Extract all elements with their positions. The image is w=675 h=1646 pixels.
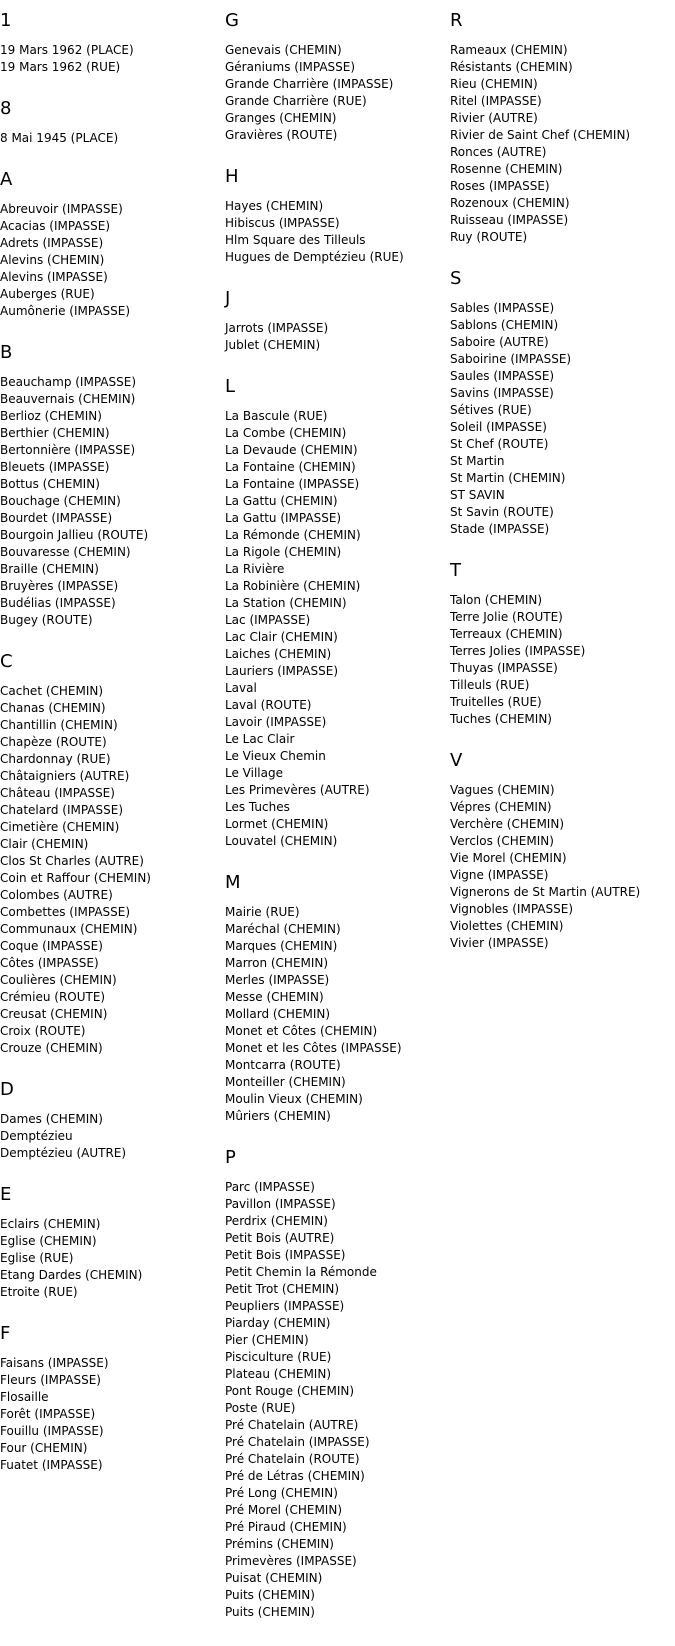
- letter-section: [0, 342, 215, 629]
- section-letter-heading: S: [450, 268, 462, 289]
- street-item: Talon (CHEMIN): [450, 593, 543, 607]
- street-item: Cimetière (CHEMIN): [0, 820, 120, 834]
- section-letter-heading: C: [0, 651, 13, 672]
- street-item: Colombes (AUTRE): [0, 888, 113, 902]
- street-item: Pavillon (IMPASSE): [225, 1197, 336, 1211]
- street-item: Hayes (CHEMIN): [225, 199, 324, 213]
- street-item: Sables (IMPASSE): [450, 301, 555, 315]
- column-3: [450, 10, 675, 974]
- street-item: La Robinière (CHEMIN): [225, 579, 361, 593]
- section-letter-heading: V: [450, 750, 463, 771]
- street-item: Adrets (IMPASSE): [0, 236, 104, 250]
- street-item: Rozenoux (CHEMIN): [450, 196, 570, 210]
- street-item: Truitelles (RUE): [450, 695, 542, 709]
- street-item: Hlm Square des Tilleuls: [225, 233, 366, 247]
- street-item: Le Lac Clair: [225, 732, 295, 746]
- section-letter-heading: M: [225, 872, 241, 893]
- street-item: 19 Mars 1962 (PLACE): [0, 43, 134, 57]
- street-item: Thuyas (IMPASSE): [450, 661, 558, 675]
- street-item: 19 Mars 1962 (RUE): [0, 60, 121, 74]
- street-item: Croix (ROUTE): [0, 1024, 86, 1038]
- street-list: [0, 1111, 215, 1162]
- street-item: Fouillu (IMPASSE): [0, 1424, 104, 1438]
- street-item: Aumônerie (IMPASSE): [0, 304, 131, 318]
- street-item: Crouze (CHEMIN): [0, 1041, 103, 1055]
- street-item: Vivier (IMPASSE): [450, 936, 549, 950]
- street-item: Etang Dardes (CHEMIN): [0, 1268, 143, 1282]
- street-item: Tuches (CHEMIN): [450, 712, 552, 726]
- section-letter-heading: B: [0, 342, 13, 363]
- section-letter-heading: J: [225, 288, 231, 309]
- section-letter-heading: A: [0, 169, 13, 190]
- street-item: Petit Bois (IMPASSE): [225, 1248, 346, 1262]
- street-list: [450, 42, 675, 246]
- letter-section: [450, 750, 675, 952]
- street-item: Pier (CHEMIN): [225, 1333, 309, 1347]
- street-item: Les Primevères (AUTRE): [225, 783, 370, 797]
- street-item: Parc (IMPASSE): [225, 1180, 315, 1194]
- letter-section: [0, 98, 215, 147]
- street-item: Monteiller (CHEMIN): [225, 1075, 346, 1089]
- street-item: La Bascule (RUE): [225, 409, 328, 423]
- street-item: Saules (IMPASSE): [450, 369, 555, 383]
- section-letter-heading: E: [0, 1184, 12, 1205]
- street-item: Petit Trot (CHEMIN): [225, 1282, 340, 1296]
- street-item: Le Vieux Chemin: [225, 749, 326, 763]
- street-item: Beauchamp (IMPASSE): [0, 375, 137, 389]
- street-item: Maréchal (CHEMIN): [225, 922, 341, 936]
- letter-section: [450, 560, 675, 728]
- street-item: Résistants (CHEMIN): [450, 60, 573, 74]
- street-item: Le Village: [225, 766, 283, 780]
- street-item: Petit Chemin la Rémonde: [225, 1265, 377, 1279]
- street-item: Chantillin (CHEMIN): [0, 718, 118, 732]
- street-item: Rosenne (CHEMIN): [450, 162, 563, 176]
- street-item: Dames (CHEMIN): [0, 1112, 103, 1126]
- street-item: Monet et les Côtes (IMPASSE): [225, 1041, 402, 1055]
- street-item: Stade (IMPASSE): [450, 522, 550, 536]
- street-item: Rivier (AUTRE): [450, 111, 538, 125]
- street-list: [225, 320, 445, 354]
- street-item: Terreaux (CHEMIN): [450, 627, 563, 641]
- street-item: Verchère (CHEMIN): [450, 817, 564, 831]
- street-item: Pré Chatelain (ROUTE): [225, 1452, 360, 1466]
- street-item: Soleil (IMPASSE): [450, 420, 547, 434]
- street-item: Eclairs (CHEMIN): [0, 1217, 101, 1231]
- street-item: Bourdet (IMPASSE): [0, 511, 113, 525]
- street-item: Bouvaresse (CHEMIN): [0, 545, 131, 559]
- street-list: [450, 300, 675, 538]
- street-item: Châtaigniers (AUTRE): [0, 769, 130, 783]
- street-item: Chapèze (ROUTE): [0, 735, 107, 749]
- street-item: Montcarra (ROUTE): [225, 1058, 341, 1072]
- street-item: Jarrots (IMPASSE): [225, 321, 329, 335]
- letter-section: [0, 1184, 215, 1301]
- street-item: Vie Morel (CHEMIN): [450, 851, 567, 865]
- letter-section: [225, 10, 445, 144]
- street-item: Lauriers (IMPASSE): [225, 664, 339, 678]
- street-item: 8 Mai 1945 (PLACE): [0, 131, 119, 145]
- street-item: Genevais (CHEMIN): [225, 43, 342, 57]
- street-item: Saboirine (IMPASSE): [450, 352, 572, 366]
- letter-section: [225, 1147, 445, 1621]
- street-item: Bruyères (IMPASSE): [0, 579, 119, 593]
- street-item: Chatelard (IMPASSE): [0, 803, 124, 817]
- letter-section: [225, 872, 445, 1125]
- street-item: Roses (IMPASSE): [450, 179, 550, 193]
- street-list: [450, 782, 675, 952]
- street-item: Abreuvoir (IMPASSE): [0, 202, 123, 216]
- street-item: La Fontaine (IMPASSE): [225, 477, 360, 491]
- street-item: Etroite (RUE): [0, 1285, 78, 1299]
- street-item: Communaux (CHEMIN): [0, 922, 138, 936]
- street-item: Lavoir (IMPASSE): [225, 715, 327, 729]
- street-item: Laiches (CHEMIN): [225, 647, 332, 661]
- street-item: Tilleuls (RUE): [450, 678, 530, 692]
- street-item: Mairie (RUE): [225, 905, 300, 919]
- letter-section: [0, 1079, 215, 1162]
- street-item: Berthier (CHEMIN): [0, 426, 110, 440]
- column-2: [225, 10, 445, 1643]
- street-item: Plateau (CHEMIN): [225, 1367, 332, 1381]
- street-item: Creusat (CHEMIN): [0, 1007, 108, 1021]
- street-item: Grande Charrière (RUE): [225, 94, 367, 108]
- street-item: Terres Jolies (IMPASSE): [450, 644, 586, 658]
- street-item: Four (CHEMIN): [0, 1441, 88, 1455]
- street-item: Laval: [225, 681, 257, 695]
- street-item: Les Tuches: [225, 800, 290, 814]
- street-list: [225, 42, 445, 144]
- street-item: Demptézieu (AUTRE): [0, 1146, 127, 1160]
- street-list: [225, 1179, 445, 1621]
- street-item: Savins (IMPASSE): [450, 386, 554, 400]
- street-item: Lac (IMPASSE): [225, 613, 311, 627]
- street-item: Bottus (CHEMIN): [0, 477, 100, 491]
- street-item: Géraniums (IMPASSE): [225, 60, 356, 74]
- street-item: Prémins (CHEMIN): [225, 1537, 334, 1551]
- street-item: Sablons (CHEMIN): [450, 318, 559, 332]
- street-item: St Martin (CHEMIN): [450, 471, 566, 485]
- street-item: Bugey (ROUTE): [0, 613, 93, 627]
- street-item: Grande Charrière (IMPASSE): [225, 77, 394, 91]
- column-1: [0, 10, 215, 1496]
- street-item: Fuatet (IMPASSE): [0, 1458, 103, 1472]
- street-item: La Rivière: [225, 562, 285, 576]
- street-item: Eglise (CHEMIN): [0, 1234, 97, 1248]
- street-list: [225, 198, 445, 266]
- street-item: Château (IMPASSE): [0, 786, 115, 800]
- street-item: St Savin (ROUTE): [450, 505, 554, 519]
- street-item: Ruy (ROUTE): [450, 230, 528, 244]
- street-item: Louvatel (CHEMIN): [225, 834, 338, 848]
- street-item: ST SAVIN: [450, 488, 505, 502]
- street-list: [0, 130, 215, 147]
- street-item: La Gattu (IMPASSE): [225, 511, 342, 525]
- street-item: Lormet (CHEMIN): [225, 817, 329, 831]
- street-item: Forêt (IMPASSE): [0, 1407, 96, 1421]
- section-letter-heading: F: [0, 1323, 11, 1344]
- street-item: Beauvernais (CHEMIN): [0, 392, 136, 406]
- section-letter-heading: H: [225, 166, 239, 187]
- letter-section: [0, 651, 215, 1057]
- street-item: Pré de Létras (CHEMIN): [225, 1469, 365, 1483]
- street-item: Crémieu (ROUTE): [0, 990, 106, 1004]
- street-list: [0, 201, 215, 320]
- street-item: Verclos (CHEMIN): [450, 834, 554, 848]
- street-item: Coulières (CHEMIN): [0, 973, 117, 987]
- section-letter-heading: G: [225, 10, 239, 31]
- street-item: Pré Long (CHEMIN): [225, 1486, 338, 1500]
- street-item: Budélias (IMPASSE): [0, 596, 116, 610]
- street-item: Rivier de Saint Chef (CHEMIN): [450, 128, 631, 142]
- street-item: Clair (CHEMIN): [0, 837, 89, 851]
- street-item: Acacias (IMPASSE): [0, 219, 111, 233]
- street-item: Ritel (IMPASSE): [450, 94, 542, 108]
- street-item: Bleuets (IMPASSE): [0, 460, 110, 474]
- street-item: Puisat (CHEMIN): [225, 1571, 323, 1585]
- street-list: [0, 374, 215, 629]
- street-item: Pré Piraud (CHEMIN): [225, 1520, 347, 1534]
- section-letter-heading: T: [450, 560, 461, 581]
- street-item: Saboire (AUTRE): [450, 335, 549, 349]
- street-item: St Chef (ROUTE): [450, 437, 549, 451]
- street-item: Mûriers (CHEMIN): [225, 1109, 331, 1123]
- street-item: Coque (IMPASSE): [0, 939, 103, 953]
- street-item: Alevins (IMPASSE): [0, 270, 108, 284]
- letter-section: [450, 268, 675, 538]
- street-item: Coin et Raffour (CHEMIN): [0, 871, 151, 885]
- street-item: Violettes (CHEMIN): [450, 919, 564, 933]
- street-item: Primevères (IMPASSE): [225, 1554, 357, 1568]
- street-item: Eglise (RUE): [0, 1251, 74, 1265]
- street-item: Faisans (IMPASSE): [0, 1356, 109, 1370]
- street-item: Poste (RUE): [225, 1401, 296, 1415]
- street-item: Piarday (CHEMIN): [225, 1316, 331, 1330]
- street-item: Moulin Vieux (CHEMIN): [225, 1092, 363, 1106]
- street-item: La Rigole (CHEMIN): [225, 545, 342, 559]
- section-letter-heading: L: [225, 376, 236, 397]
- street-item: Pré Morel (CHEMIN): [225, 1503, 343, 1517]
- letter-section: [0, 169, 215, 320]
- street-item: Messe (CHEMIN): [225, 990, 324, 1004]
- street-list: [0, 1355, 215, 1474]
- street-item: Ruisseau (IMPASSE): [450, 213, 569, 227]
- street-item: Lac Clair (CHEMIN): [225, 630, 338, 644]
- street-item: Monet et Côtes (CHEMIN): [225, 1024, 378, 1038]
- street-item: Fleurs (IMPASSE): [0, 1373, 101, 1387]
- street-item: Bertonnière (IMPASSE): [0, 443, 136, 457]
- street-item: Clos St Charles (AUTRE): [0, 854, 144, 868]
- street-item: Perdrix (CHEMIN): [225, 1214, 328, 1228]
- letter-section: [450, 10, 675, 246]
- street-item: Auberges (RUE): [0, 287, 95, 301]
- letter-section: [0, 1323, 215, 1474]
- street-item: Chanas (CHEMIN): [0, 701, 106, 715]
- street-item: Demptézieu: [0, 1129, 73, 1143]
- street-item: Bourgoin Jallieu (ROUTE): [0, 528, 149, 542]
- street-item: Côtes (IMPASSE): [0, 956, 99, 970]
- street-item: Marron (CHEMIN): [225, 956, 329, 970]
- section-letter-heading: 8: [0, 98, 12, 119]
- section-letter-heading: P: [225, 1147, 236, 1168]
- street-item: Rieu (CHEMIN): [450, 77, 538, 91]
- street-item: Flosaille: [0, 1390, 49, 1404]
- street-item: La Gattu (CHEMIN): [225, 494, 338, 508]
- street-item: Pont Rouge (CHEMIN): [225, 1384, 355, 1398]
- street-item: La Station (CHEMIN): [225, 596, 347, 610]
- street-item: Peupliers (IMPASSE): [225, 1299, 345, 1313]
- street-item: Petit Bois (AUTRE): [225, 1231, 335, 1245]
- street-list: [0, 1216, 215, 1301]
- street-item: Ronces (AUTRE): [450, 145, 547, 159]
- street-item: Vagues (CHEMIN): [450, 783, 555, 797]
- street-item: Berlioz (CHEMIN): [0, 409, 102, 423]
- street-item: Terre Jolie (ROUTE): [450, 610, 563, 624]
- street-item: Laval (ROUTE): [225, 698, 312, 712]
- street-item: Puits (CHEMIN): [225, 1588, 315, 1602]
- street-item: Puits (CHEMIN): [225, 1605, 315, 1619]
- street-item: Alevins (CHEMIN): [0, 253, 105, 267]
- street-item: Hugues de Demptézieu (RUE): [225, 250, 404, 264]
- street-item: La Devaude (CHEMIN): [225, 443, 358, 457]
- street-item: Gravières (ROUTE): [225, 128, 338, 142]
- letter-section: [225, 376, 445, 850]
- street-item: Pisciculture (RUE): [225, 1350, 332, 1364]
- street-item: Braille (CHEMIN): [0, 562, 99, 576]
- street-list: [0, 42, 215, 76]
- section-letter-heading: 1: [0, 10, 12, 31]
- street-item: Combettes (IMPASSE): [0, 905, 131, 919]
- street-item: Merles (IMPASSE): [225, 973, 330, 987]
- street-item: Vigne (IMPASSE): [450, 868, 549, 882]
- street-item: Granges (CHEMIN): [225, 111, 337, 125]
- street-item: St Martin: [450, 454, 505, 468]
- street-item: Pré Chatelain (IMPASSE): [225, 1435, 370, 1449]
- street-item: Vignerons de St Martin (AUTRE): [450, 885, 641, 899]
- street-item: Sétives (RUE): [450, 403, 532, 417]
- letter-section: [225, 288, 445, 354]
- section-letter-heading: R: [450, 10, 463, 31]
- street-item: La Fontaine (CHEMIN): [225, 460, 356, 474]
- street-item: Marques (CHEMIN): [225, 939, 338, 953]
- street-item: Bouchage (CHEMIN): [0, 494, 121, 508]
- letter-section: [0, 10, 215, 76]
- street-item: Jublet (CHEMIN): [225, 338, 321, 352]
- street-list: [450, 592, 675, 728]
- street-item: Vépres (CHEMIN): [450, 800, 552, 814]
- street-item: Hibiscus (IMPASSE): [225, 216, 340, 230]
- street-list: [0, 683, 215, 1057]
- street-item: Mollard (CHEMIN): [225, 1007, 331, 1021]
- street-item: La Combe (CHEMIN): [225, 426, 347, 440]
- street-item: Rameaux (CHEMIN): [450, 43, 568, 57]
- street-item: La Rémonde (CHEMIN): [225, 528, 361, 542]
- street-list: [225, 408, 445, 850]
- street-item: Cachet (CHEMIN): [0, 684, 104, 698]
- street-item: Vignobles (IMPASSE): [450, 902, 573, 916]
- street-item: Chardonnay (RUE): [0, 752, 111, 766]
- street-item: Pré Chatelain (AUTRE): [225, 1418, 359, 1432]
- street-list: [225, 904, 445, 1125]
- letter-section: [225, 166, 445, 266]
- section-letter-heading: D: [0, 1079, 14, 1100]
